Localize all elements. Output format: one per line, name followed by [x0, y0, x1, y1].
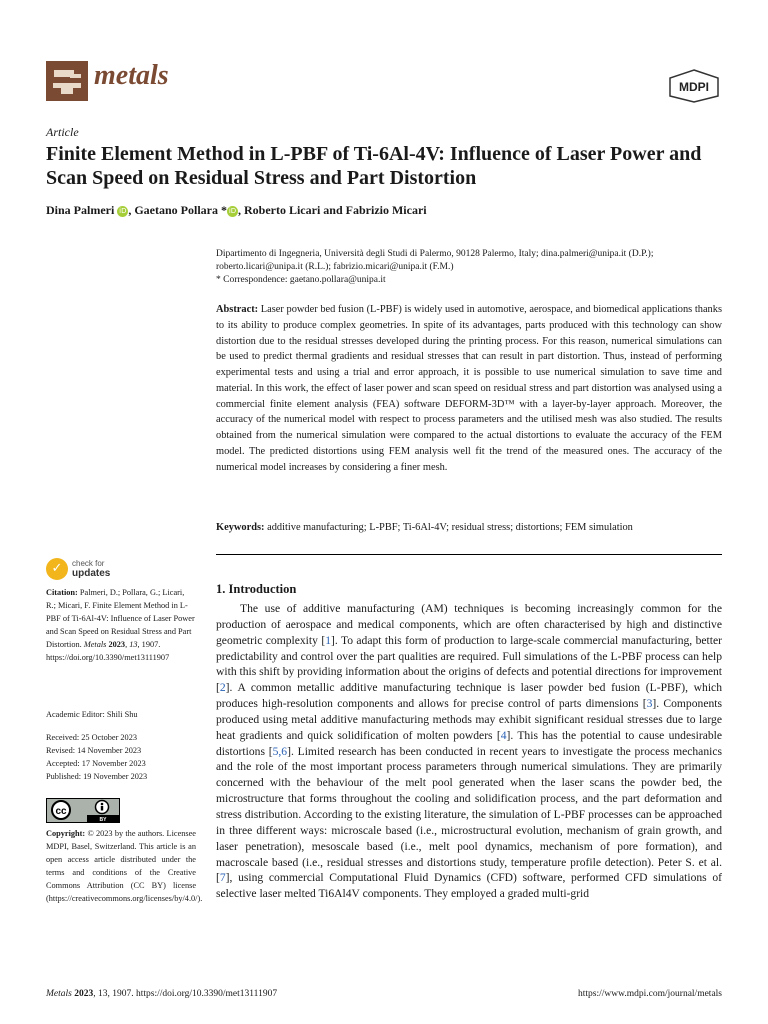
section-divider — [216, 554, 722, 555]
citation: Citation: Palmeri, D.; Pollara, G.; Licari, R.; Micari, F. Finite Element Method in L-PBF of Ti-6Al-4V: Influence of Laser Power and Scan Speed on Residual Stress and Part Distortion. Metals 2023, 13, 1907. https://doi.org/10.3390/met13111907 — [46, 588, 195, 663]
cc-by-license-icon[interactable] — [46, 798, 120, 823]
revised-date: Revised: 14 November 2023 — [46, 746, 142, 756]
keywords — [216, 521, 722, 535]
svg-text:BY: BY — [99, 817, 107, 822]
published-date: Published: 19 November 2023 — [46, 772, 148, 782]
reference-link[interactable]: 4 — [500, 728, 507, 742]
reference-link[interactable]: 7 — [219, 871, 226, 885]
reference-link[interactable]: 5,6 — [272, 744, 288, 758]
abstract-text: Laser powder bed fusion (L-PBF) is widely used in automotive, aerospace, and biomedical applications thanks to its ability to produce complex geometries. In spite of its advantages, parts produced with this technology can show distortion due to the residual stresses developed during the printing process. For this reason, numerical simulations can be used to predict thermal gradients and residual stresses that can result in part distortion. Thus, instead of performing experimental tests and using a trial and error approach, it is possible to use numerical simulation to save time and material. In this work, the effect of laser power and scan speed on residual stress and part distortion was analysed using a commercial finite element analysis (FEA) software DEFORM-3D™ with a layer-by-layer approach. Moreover, the accuracy of the numerical model with respect to process parameters and the utilised mesh was also studied. The results obtained from the numerical simulation were compared to the actual distortions to evaluate the accuracy of the FEM model. The predicted distortions using FEM analysis well fit the trend of the measured ones. The accuracy of the numerical model increases by considering a finer mesh. — [216, 304, 722, 473]
keywords-label: Keywords: — [216, 522, 265, 533]
keywords-text: additive manufacturing; L-PBF; Ti-6Al-4V; residual stress; distortions; FEM simulation — [267, 522, 633, 533]
journal-url-link[interactable]: https://www.mdpi.com/journal/metals — [578, 989, 722, 999]
affiliation: Dipartimento di Ingegneria, Università degli Studi di Palermo, 90128 Palermo, Italy; dina.palmeri@unipa.it (D.P.); roberto.licari@unipa.it (R.L.); fabrizio.micari@unipa.it (F.M.) — [216, 249, 654, 272]
svg-text:cc: cc — [55, 806, 67, 817]
author-name[interactable]: Gaetano Pollara — [134, 203, 218, 217]
author-list: Dina Palmeri iD , Gaetano Pollara * iD , Roberto Licari and Fabrizio Micari — [46, 203, 427, 217]
author-name[interactable]: Roberto Licari — [243, 203, 321, 217]
check-icon: ✓ — [46, 558, 68, 580]
mdpi-logo — [668, 69, 720, 103]
accepted-date: Accepted: 17 November 2023 — [46, 759, 146, 769]
correspondence: * Correspondence: gaetano.pollara@unipa.it — [216, 275, 386, 285]
article-dates — [46, 731, 196, 783]
introduction-text: The use of additive manufacturing (AM) techniques is becoming increasingly common for the production of aerospace and medical components, which are often characterised by high and distinctive geometric complexity [1]. To adapt this form of production to large-scale commercial manufacturing, better predictability and control over the part qualities are required. Full simulations of the L-PBF process can help with this shift by providing information about the origins of defects and potential directions for improvement [2]. A common metallic additive manufacturing technique is laser powder bed fusion (L-PBF), which produces high-resolution components and allows for precise control of parts dimensions [3]. Components produced using metal additive manufacturing methods may exhibit significant residual stresses due to large heat gradients and quick solidification of molten powders [4]. This has the potential to cause undesirable distortions [5,6]. Limited research has been conducted in recent years to investigate the process mechanics and the role of the most important process parameters through numerical simulations. They are primarily concerned with the behaviour of the melt pool generated when the laser scans the powder bed, the microstructure that forms throughout the cooling and solidification process, and the part deformation and stress distribution. According to the existing literature, the simulation of L-PBF processes can be approached in three different ways: microscale based (i.e., microstructural evolution, mechanism of grain growth, and laser penetration), mesoscale based (i.e., melt pool dynamics, mechanism of pore formation), and macroscale based (i.e., residual stresses and distortions study, temperature profile detection). Peter S. et al. [7], using commercial Computational Fluid Dynamics (CFD) software, performed CFD simulations of selective laser melted Ti6Al4V components. They employed a graded multi-grid — [216, 602, 723, 901]
reference-link[interactable]: 3 — [646, 697, 653, 711]
reference-link[interactable]: 2 — [219, 681, 226, 695]
footer-citation: Metals 2023, 13, 1907. https://doi.org/10.3390/met13111907 — [46, 989, 278, 999]
section-heading: 1. Introduction — [216, 582, 297, 596]
copyright-notice: Copyright: © 2023 by the authors. Licensee MDPI, Basel, Switzerland. This article is an open access article distributed under the terms and conditions of the Creative Commons Attribution (CC BY) license (https://creativecommons.org/licenses/by/4.0/). — [46, 829, 203, 904]
received-date: Received: 25 October 2023 — [46, 733, 138, 742]
academic-editor: Academic Editor: Shili Shu — [46, 710, 138, 719]
paper-title: Finite Element Method in L-PBF of Ti-6Al-4V: Influence of Laser Power and Scan Speed on Residual Stress and Part Distortion — [46, 143, 702, 189]
orcid-icon[interactable]: iD — [228, 207, 237, 215]
reference-link[interactable]: 1 — [325, 633, 331, 647]
orcid-icon[interactable]: iD — [119, 207, 127, 215]
abstract — [216, 302, 722, 475]
check-for-updates-button[interactable]: ✓ check for updates — [46, 558, 136, 582]
author-name[interactable]: Dina Palmeri — [46, 203, 115, 217]
journal-name: metals — [94, 60, 169, 91]
article-type: Article — [46, 125, 79, 139]
journal-logo — [46, 61, 88, 101]
publisher-name: MDPI — [679, 80, 709, 94]
author-name[interactable]: Fabrizio Micari — [345, 203, 427, 217]
abstract-label: Abstract: — [216, 304, 259, 315]
